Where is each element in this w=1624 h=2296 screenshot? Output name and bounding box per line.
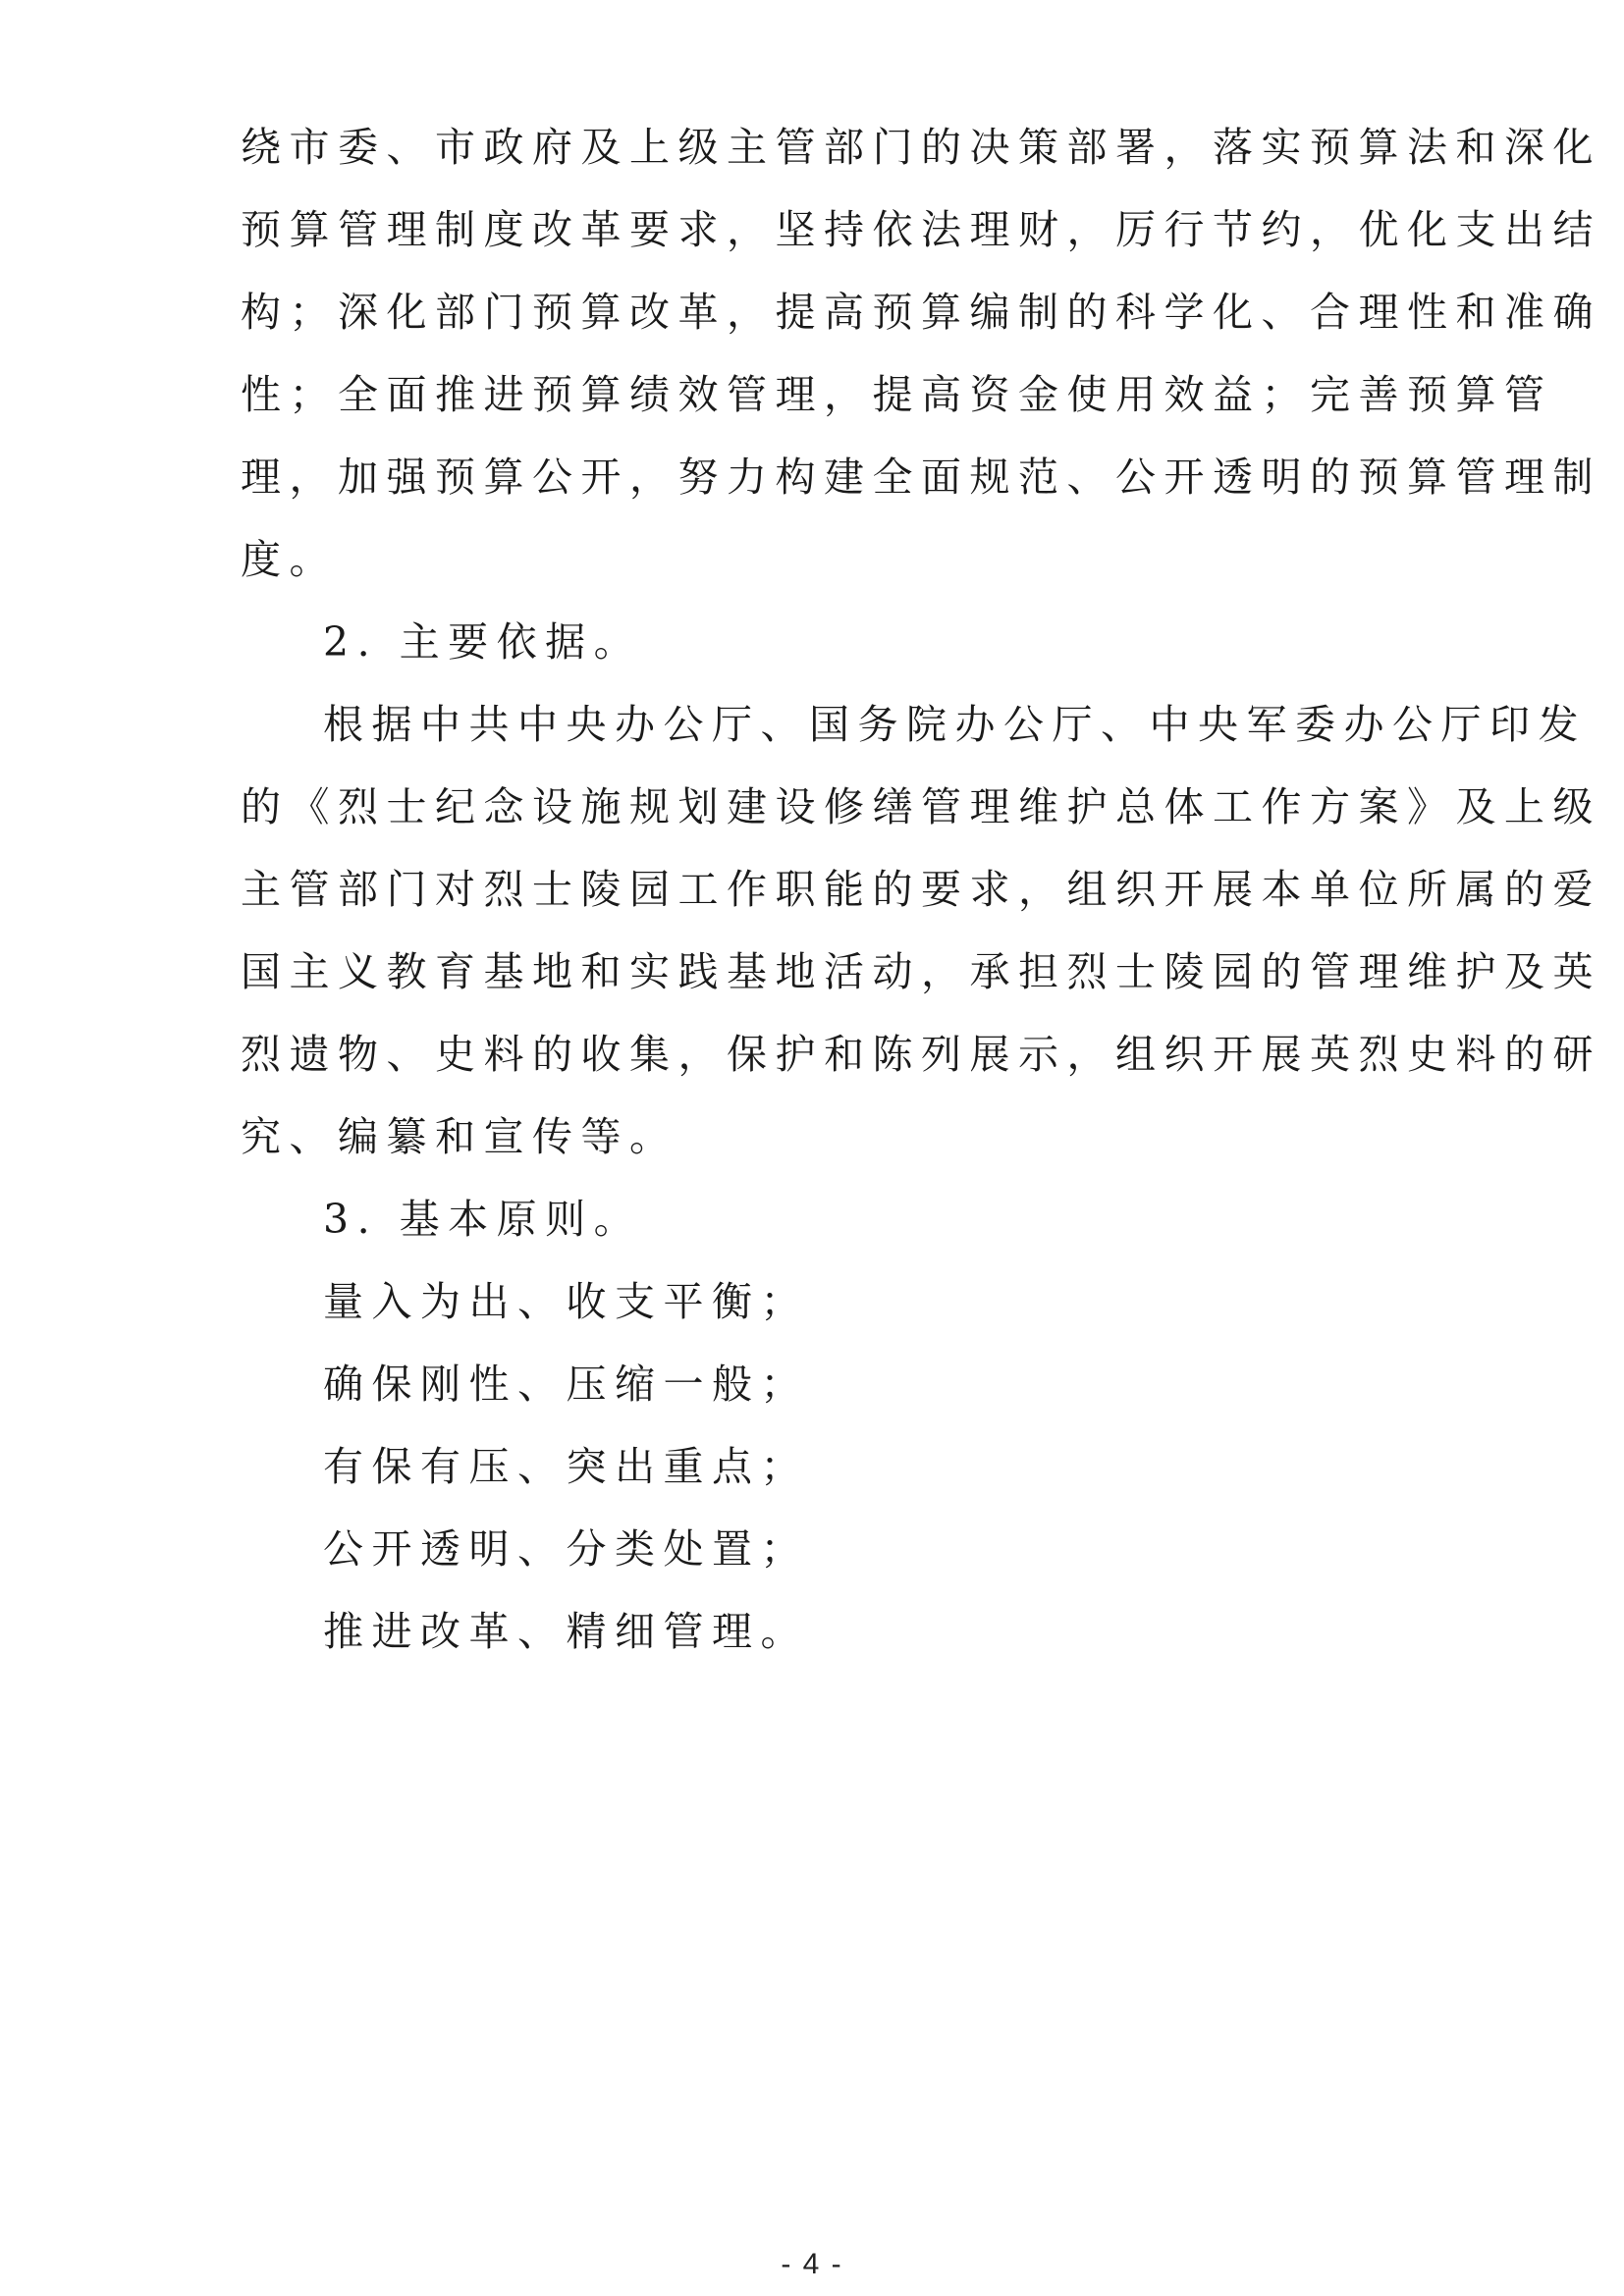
text-line: 绕市委、市政府及上级主管部门的决策部署，落实预算法和深化 [241,124,1601,171]
text-line: 的《烈士纪念设施规划建设修缮管理维护总体工作方案》及上级 [241,783,1601,830]
principle-item: 推进改革、精细管理。 [323,1608,809,1655]
heading-main-basis [241,601,1409,683]
text-line: 预算管理制度改革要求，坚持依法理财，厉行节约，优化支出结 [241,206,1601,253]
text-line: 国主义教育基地和实践基地活动，承担烈士陵园的管理维护及英 [241,948,1601,995]
text-line: 主管部门对烈士陵园工作职能的要求，组织开展本单位所属的爱 [241,866,1601,913]
paragraph-guiding-principles [241,106,1601,601]
text-line: 烈遗物、史料的收集，保护和陈列展示，组织开展英烈史料的研 [241,1031,1601,1078]
principle-item: 确保刚性、压缩一般； [323,1361,809,1408]
heading-basic-principles [241,1178,1409,1260]
text-line: 性；全面推进预算绩效管理，提高资金使用效益；完善预算管 [241,371,1553,418]
paragraph-main-basis [241,683,1601,1178]
text-line: 构；深化部门预算改革，提高预算编制的科学化、合理性和准确 [241,289,1601,336]
section-heading: 3. 基本原则。 [323,1196,643,1243]
document-body [241,106,1601,1673]
principle-item: 有保有压、突出重点； [323,1443,809,1490]
text-line: 理，加强预算公开，努力构建全面规范、公开透明的预算管理制 [241,454,1601,501]
section-heading: 2. 主要依据。 [323,618,643,666]
principle-item: 公开透明、分类处置； [323,1525,809,1573]
list-basic-principles [241,1260,1409,1673]
page-number: - 4 - [781,2248,843,2280]
text-line: 度。 [241,536,338,583]
text-line: 究、编纂和宣传等。 [241,1113,678,1160]
principle-item: 量入为出、收支平衡； [323,1278,809,1325]
text-line: 根据中共中央办公厅、国务院办公厅、中央军委办公厅印发 [323,701,1587,748]
